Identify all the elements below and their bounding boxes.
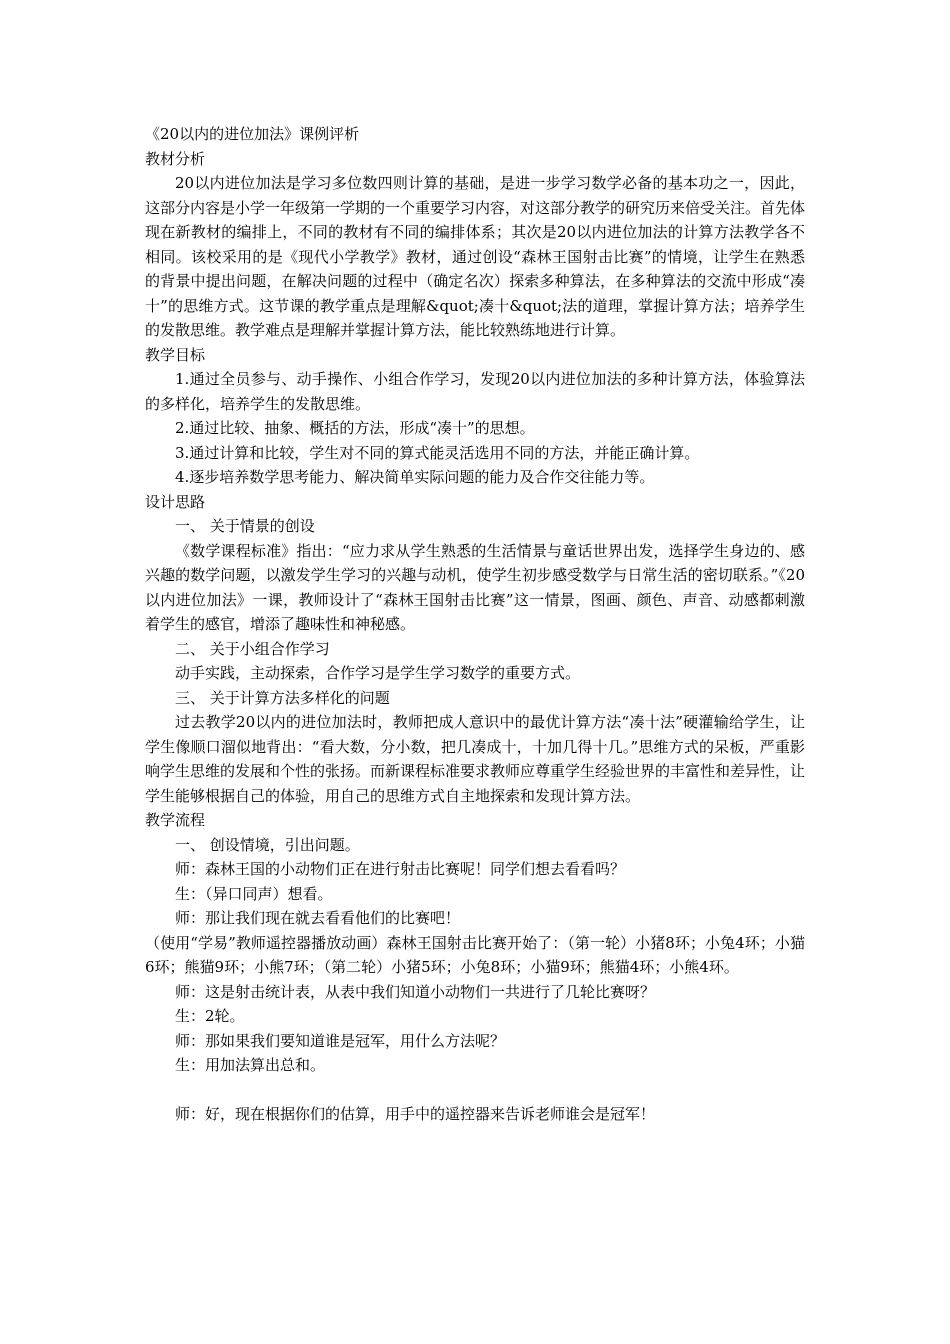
section-heading-materials: 教材分析 <box>145 149 206 168</box>
goal-item-2: 2.通过比较、抽象、概括的方法，形成“凑十”的思想。 <box>175 419 535 437</box>
design-subheading-2: 二、 关于小组合作学习 <box>175 639 330 658</box>
dialogue-line: 师：这是射击统计表，从表中我们知道小动物们一共进行了几轮比赛呀？ <box>175 982 656 1001</box>
materials-paragraph: 20以内进位加法是学习多位数四则计算的基础，是进一步学习数学必备的基本功之一，因此，这部分内容是小学一年级第一学期的一个重要学习内容，对这部分教学的研究历来倍受关注。首先体现在新教材的编排上，不同的教材有不同的编排体系；其次是20以内进位加法的计算方法教学各不相同。该校采用的是《现代小学教学》教材，通过创设“森林王国射击比赛”的情境，让学生在熟悉的背景中提出问题，在解决问题的过程中（确定名次）探索多种算法，在多种算法的交流中形成“凑十”的思维方式。这节课的教学重点是理解&quot;凑十&quot;法的道理，掌握计算方法；培养学生的发散思维。教学难点是理解并掌握计算方法，能比较熟练地进行计算。 <box>145 174 806 339</box>
document-body <box>145 122 805 1127</box>
goal-item-1: 1.通过全员参与、动手操作、小组合作学习，发现20以内进位加法的多种计算方法，体验算法的多样化，培养学生的发散思维。 <box>145 370 805 413</box>
design-paragraph-2: 动手实践，主动探索，合作学习是学生学习数学的重要方式。 <box>175 664 581 682</box>
dialogue-line: 生：2轮。 <box>175 1007 245 1025</box>
section-heading-process: 教学流程 <box>145 811 206 829</box>
design-paragraph-3: 过去教学20以内的进位加法时，教师把成人意识中的最优计算方法“凑十法”硬灌输给学生，让学生像顺口溜似地背出：“看大数，分小数，把几凑成十，十加几得十几。”思维方式的呆板，严重影响学生思维的发展和个性的张扬。而新课程标准要求教师应尊重学生经验世界的丰富性和差异性，让学生能够根据自己的体验，用自己的思维方式自主地探索和发现计算方法。 <box>145 713 806 805</box>
dialogue-line: 生：（异口同声）想看。 <box>175 884 333 903</box>
process-step-1: 一、 创设情境，引出问题。 <box>175 835 360 854</box>
dialogue-line: 师：那让我们现在就去看看他们的比赛吧！ <box>175 909 461 927</box>
goal-item-3: 3.通过计算和比较，学生对不同的算式能灵活选用不同的方法，并能正确计算。 <box>175 443 700 462</box>
blank-line <box>145 1078 805 1103</box>
design-paragraph-1: 《数学课程标准》指出：“应力求从学生熟悉的生活情景与童话世界出发，选择学生身边的、感兴趣的数学问题，以激发学生学习的兴趣与动机，使学生初步感受数学与日常生活的密切联系。”《20以内进位加法》一课，教师设计了“森林王国射击比赛”这一情景，图画、颜色、声音、动感都刺激着学生的感官，增添了趣味性和神秘感。 <box>145 541 805 633</box>
dialogue-line: 生：用加法算出总和。 <box>175 1056 326 1074</box>
dialogue-line: 师：森林王国的小动物们正在进行射击比赛呢！同学们想去看看吗？ <box>175 860 626 878</box>
animation-note: （使用“学易”教师遥控器播放动画）森林王国射击比赛开始了：（第一轮）小猪8环；小兔4环；小猫6环；熊猫9环；小熊7环；（第二轮）小猪5环；小兔8环；小猫9环；熊猫4环；小熊4环。 <box>145 933 805 976</box>
goal-item-4: 4.逐步培养数学思考能力、解决简单实际问题的能力及合作交往能力等。 <box>175 468 655 486</box>
document-title: 《20以内的进位加法》课例评析 <box>145 125 360 143</box>
section-heading-design: 设计思路 <box>145 492 206 511</box>
design-subheading-3: 三、 关于计算方法多样化的问题 <box>175 688 390 707</box>
design-subheading-1: 一、 关于情景的创设 <box>175 517 315 535</box>
dialogue-line: 师：那如果我们要知道谁是冠军，用什么方法呢？ <box>175 1031 506 1050</box>
section-heading-goals: 教学目标 <box>145 345 206 364</box>
closing-line: 师：好，现在根据你们的估算，用手中的遥控器来告诉老师谁会是冠军！ <box>175 1105 656 1123</box>
